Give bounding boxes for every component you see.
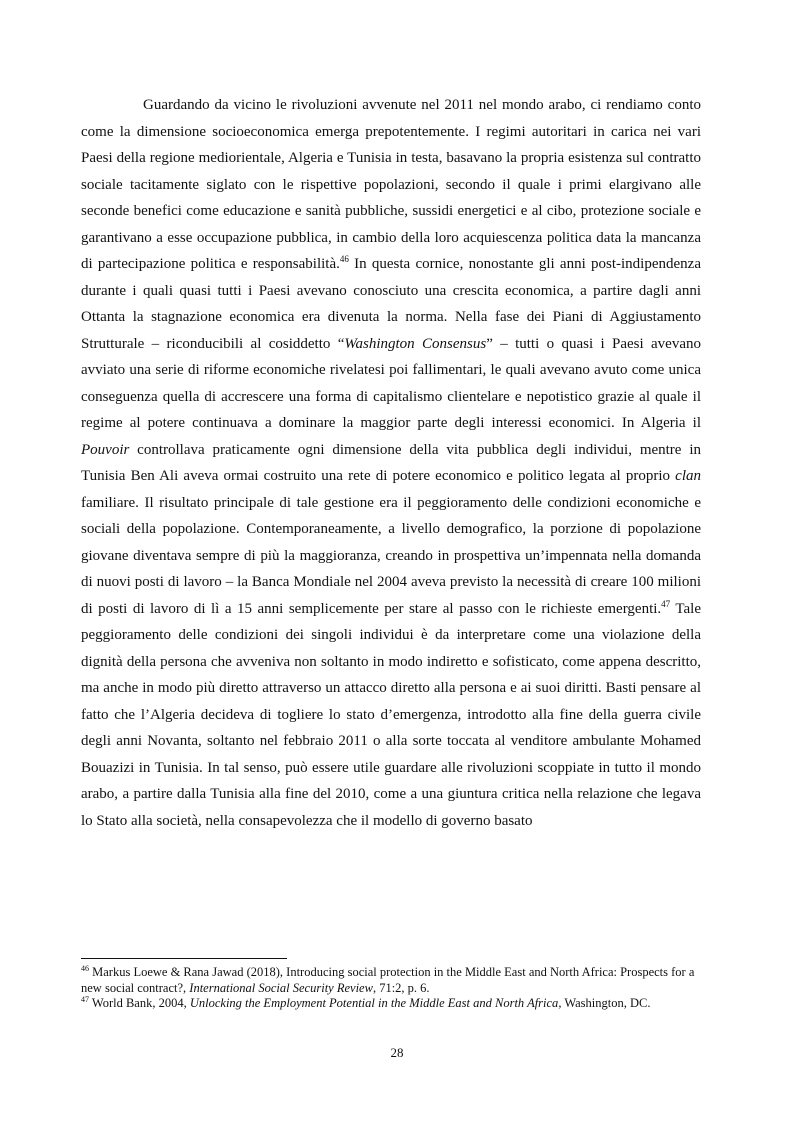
footnote-text: , 71:2, p. 6. bbox=[372, 980, 430, 995]
body-text-segment: controllava praticamente ogni dimensione della vita pubblica degli individui, mentre in Tunisia Ben Ali aveva ormai costruito una rete di potere economico e politico legata al proprio bbox=[81, 441, 701, 484]
footnote-text: World Bank, 2004, bbox=[89, 996, 190, 1010]
footnote-number: 46 bbox=[81, 963, 89, 973]
footnote-italic: Unlocking the Employment Potential in the Middle East and North Africa bbox=[189, 996, 559, 1010]
italic-term: Washington Consensus bbox=[344, 335, 487, 352]
body-paragraph bbox=[81, 92, 701, 834]
body-text-segment: Tale peggioramento delle condizioni dei singoli individui è da interpretare come una violazione della dignità della persona che avveniva non soltanto in modo indiretto e sofisticato, come appena descritto, ma anche in modo più diretto attraverso un attacco diretto alla persona e ai suoi diritti. Basti pensare al fatto che l’Algeria decideva di togliere lo stato d’emergenza, introdotto alla fine della guerra civile degli anni Novanta, soltanto nel febbraio 2011 o alla sorte toccata al venditore ambulante Mohamed Bouazizi in Tunisia. In tal senso, può essere utile guardare alle rivoluzioni scoppiate in tutto il mondo arabo, a partire dalla Tunisia alla fine del 2010, come a una giuntura critica nella relazione che legava lo Stato alla società, nella consapevolezza che il modello di governo basato bbox=[81, 600, 702, 829]
footnote-italic: International Social Security Review bbox=[189, 980, 373, 995]
page-number: 28 bbox=[390, 1045, 404, 1060]
footnote-46 bbox=[81, 965, 701, 996]
footnote-reference-47: 47 bbox=[661, 598, 671, 609]
footnote-number: 47 bbox=[81, 994, 89, 1004]
italic-term: clan bbox=[675, 468, 701, 484]
body-text-segment: familiare. Il risultato principale di tale gestione era il peggioramento delle condizioni economiche e sociali della popolazione. Contemporaneamente, a livello demografico, la porzione di popolazione giovane diventava sempre di più la maggioranza, creando in prospettiva un’impennata nella domanda di nuovi posti di lavoro – la Banca Mondiale nel 2004 aveva previsto la necessità di creare 100 milioni di posti di lavoro di lì a 15 anni semplicemente per stare al passo con le richieste emergenti. bbox=[81, 494, 701, 617]
italic-term: Pouvoir bbox=[81, 441, 130, 458]
body-text-segment: In questa cornice, nonostante gli anni post-indipendenza durante i quali quasi tutti i Paesi avevano conosciuto una crescita economica, a partire dagli anni Ottanta la stagnazione economica era divenuta la norma. Nella fase dei Piani di Aggiustamento Strutturale – riconducibili al cosiddetto “ bbox=[81, 256, 701, 352]
body-text-segment: ” – tutti o quasi i Paesi avevano avviato una serie di riforme economiche rivelatesi poi fallimentari, le quali avevano avuto come unica conseguenza quella di accrescere una forma di capitalismo clientelare e nepotistico grazie al quale il regime al potere continuava a dominare la maggior parte degli interessi economici. In Algeria il bbox=[81, 335, 702, 431]
footnote-text: Markus Loewe & Rana Jawad (2018), Introducing social protection in the Middle East and North Africa: Prospects for a new social contract?, bbox=[81, 965, 695, 995]
footnote-reference-46: 46 bbox=[339, 254, 349, 264]
body-text-segment: Guardando da vicino le rivoluzioni avvenute nel 2011 nel mondo arabo, ci rendiamo conto come la dimensione socioeconomica emerga prepotentemente. I regimi autoritari in carica nei vari Paesi della regione mediorientale, Algeria e Tunisia in testa, basavano la propria esistenza sul contratto sociale tacitamente siglato con le rispettive popolazioni, secondo il quale i primi elargivano alle seconde benefici come educazione e sanità pubbliche, sussidi energetici e al cibo, protezione sociale e garantivano a esse occupazione pubblica, in cambio della loro acquiescenza politica data la mancanza di partecipazione politica e responsabilità. bbox=[81, 97, 701, 272]
footnote-separator bbox=[81, 958, 287, 959]
footnotes bbox=[81, 965, 701, 1012]
footnote-text: , Washington, DC. bbox=[558, 996, 651, 1010]
footnote-47 bbox=[81, 996, 701, 1012]
